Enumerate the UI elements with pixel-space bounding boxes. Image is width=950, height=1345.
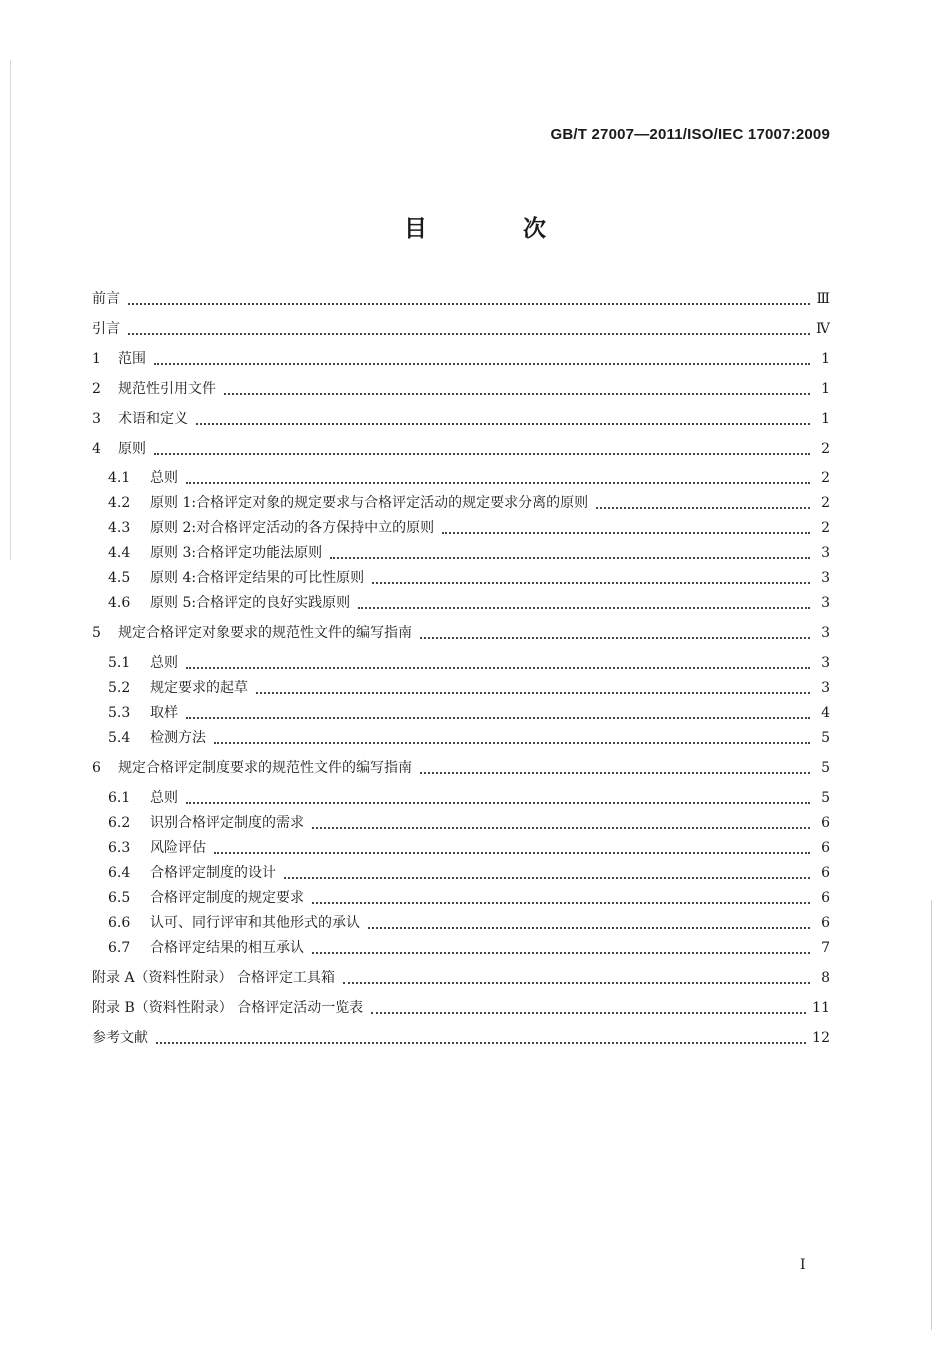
standard-code: GB/T 27007—2011/ISO/IEC 17007:2009 [550, 126, 830, 143]
toc-entry-page: 12 [812, 1030, 830, 1046]
toc-entry[interactable] [108, 566, 830, 588]
toc-entry-number: 4.1 [108, 470, 131, 486]
toc-entry-page: 3 [821, 655, 830, 671]
toc-entry[interactable] [108, 651, 830, 673]
toc-entry[interactable] [92, 377, 830, 399]
toc-entry[interactable] [108, 726, 830, 748]
toc-entry-page: 2 [821, 495, 830, 511]
toc-entry-page: 6 [821, 915, 830, 931]
toc-entry-title: 总则 [150, 655, 178, 671]
toc-entry-title: 原则 2:对合格评定活动的各方保持中立的原则 [150, 520, 435, 536]
toc-entry[interactable] [108, 911, 830, 933]
toc-entry[interactable] [92, 1026, 830, 1048]
toc-entry-title: 合格评定结果的相互承认 [150, 940, 304, 956]
toc-entry[interactable] [92, 996, 830, 1018]
toc-entry-title: 范围 [118, 351, 146, 367]
toc-leader-dots [420, 770, 810, 774]
toc-entry-number: 6.6 [108, 915, 131, 931]
toc-entry[interactable] [92, 437, 830, 459]
toc-entry-title: 规范性引用文件 [118, 381, 216, 397]
toc-entry[interactable] [92, 317, 830, 339]
toc-entry-page: 2 [821, 520, 830, 536]
toc-entry-page: 2 [821, 470, 830, 486]
toc-entry-title: 参考文献 [92, 1030, 148, 1046]
toc-entry-page: 1 [821, 411, 830, 427]
toc-entry-number: 5.2 [108, 680, 131, 696]
toc-entry-page: 4 [821, 705, 830, 721]
toc-entry[interactable] [108, 836, 830, 858]
toc-leader-dots [186, 665, 810, 669]
toc-entry-number: 2 [92, 381, 101, 397]
toc-entry-number: 6.7 [108, 940, 131, 956]
toc-entry-title: 原则 3:合格评定功能法原则 [150, 545, 323, 561]
toc-entry-number: 1 [92, 351, 101, 367]
toc-leader-dots [442, 530, 810, 534]
toc-entry[interactable] [92, 756, 830, 778]
toc-entry[interactable] [92, 621, 830, 643]
toc-entry-number: 6 [92, 760, 101, 776]
toc-entry-number: 6.2 [108, 815, 131, 831]
toc-entry-number: 6.1 [108, 790, 131, 806]
toc-entry[interactable] [92, 966, 830, 988]
toc-entry-number: 4.6 [108, 595, 131, 611]
toc-entry-page: 6 [821, 890, 830, 906]
toc-entry-page: 8 [821, 970, 830, 986]
toc-entry-page: 7 [821, 940, 830, 956]
toc-entry-page: 3 [821, 680, 830, 696]
toc-entry-page: 6 [821, 815, 830, 831]
toc-entry[interactable] [108, 516, 830, 538]
toc-leader-dots [186, 715, 810, 719]
toc-entry-page: 5 [821, 790, 830, 806]
toc-entry-title: 原则 [118, 441, 146, 457]
toc-entry-title: 术语和定义 [118, 411, 188, 427]
toc-entry-title: 原则 4:合格评定结果的可比性原则 [150, 570, 365, 586]
toc-entry-page: 6 [821, 840, 830, 856]
toc-leader-dots [372, 580, 810, 584]
toc-entry[interactable] [108, 591, 830, 613]
toc-entry-title: 识别合格评定制度的需求 [150, 815, 304, 831]
toc-entry-page: 3 [821, 625, 830, 641]
toc-entry-number: 3 [92, 411, 101, 427]
toc-leader-dots [154, 361, 810, 365]
toc-leader-dots [343, 980, 810, 984]
page-number: I [800, 1257, 806, 1273]
toc-leader-dots [156, 1040, 806, 1044]
toc-entry[interactable] [108, 786, 830, 808]
toc-entry-number: 4.5 [108, 570, 131, 586]
toc-entry-title: 原则 1:合格评定对象的规定要求与合格评定活动的规定要求分离的原则 [150, 495, 589, 511]
toc-entry-number: 6.5 [108, 890, 131, 906]
toc-entry-title: 前言 [92, 291, 120, 307]
toc-entry-number: 6.3 [108, 840, 131, 856]
toc-entry-title: 认可、同行评审和其他形式的承认 [150, 915, 360, 931]
toc-entry[interactable] [108, 466, 830, 488]
toc-entry-title: 原则 5:合格评定的良好实践原则 [150, 595, 351, 611]
toc-entry[interactable] [108, 861, 830, 883]
toc-leader-dots [256, 690, 810, 694]
toc-leader-dots [186, 800, 810, 804]
toc-leader-dots [186, 480, 810, 484]
toc-leader-dots [312, 950, 810, 954]
toc-entry[interactable] [108, 886, 830, 908]
toc-leader-dots [224, 391, 810, 395]
toc-entry-page: 6 [821, 865, 830, 881]
toc-entry[interactable] [108, 541, 830, 563]
toc-entry-page: 5 [821, 760, 830, 776]
toc-entry-page: Ⅳ [816, 321, 830, 337]
toc-entry-title: 引言 [92, 321, 120, 337]
toc-entry-title: 规定合格评定制度要求的规范性文件的编写指南 [118, 760, 412, 776]
toc-entry-number: 5.3 [108, 705, 131, 721]
toc-entry[interactable] [108, 936, 830, 958]
toc-leader-dots [420, 635, 810, 639]
toc-leader-dots [214, 740, 810, 744]
scan-artifact-line [10, 60, 11, 560]
toc-entry-title: 规定合格评定对象要求的规范性文件的编写指南 [118, 625, 412, 641]
toc-entry-number: 4 [92, 441, 101, 457]
toc-entry-page: Ⅲ [816, 291, 830, 307]
scan-artifact-line [931, 900, 932, 1330]
toc-entry[interactable] [92, 287, 830, 309]
toc-entry-number: 5.4 [108, 730, 131, 746]
toc-entry-page: 1 [821, 351, 830, 367]
toc-leader-dots [128, 301, 810, 305]
toc-entry-page: 5 [821, 730, 830, 746]
toc-leader-dots [284, 875, 810, 879]
toc-entry-number: 4.4 [108, 545, 131, 561]
toc-entry-page: 3 [821, 570, 830, 586]
toc-entry-page: 2 [821, 441, 830, 457]
toc-leader-dots [358, 605, 810, 609]
toc-entry-number: 6.4 [108, 865, 131, 881]
toc-entry-page: 3 [821, 595, 830, 611]
toc-entry-title: 总则 [150, 790, 178, 806]
toc-leader-dots [368, 925, 810, 929]
toc-entry[interactable] [108, 676, 830, 698]
toc-leader-dots [128, 331, 810, 335]
toc-leader-dots [371, 1010, 806, 1014]
toc-leader-dots [214, 850, 810, 854]
toc-entry-title: 总则 [150, 470, 178, 486]
toc-entry-page: 1 [821, 381, 830, 397]
toc-entry-page: 3 [821, 545, 830, 561]
toc-entry[interactable] [92, 407, 830, 429]
toc-leader-dots [312, 900, 810, 904]
toc-entry-title: 检测方法 [150, 730, 206, 746]
toc-entry[interactable] [108, 491, 830, 513]
toc-entry[interactable] [108, 811, 830, 833]
toc-leader-dots [154, 451, 810, 455]
toc-entry-number: 5 [92, 625, 101, 641]
toc-entry[interactable] [92, 347, 830, 369]
toc-entry-page: 11 [812, 1000, 830, 1016]
toc-entry-number: 4.3 [108, 520, 131, 536]
toc-entry-title: 取样 [150, 705, 178, 721]
toc-entry-title: 风险评估 [150, 840, 206, 856]
toc-leader-dots [196, 421, 810, 425]
toc-entry-title: 规定要求的起草 [150, 680, 248, 696]
page-title: 目 次 [403, 216, 590, 242]
toc-entry-title: 合格评定制度的设计 [150, 865, 276, 881]
toc-entry[interactable] [108, 701, 830, 723]
toc-entry-title: 附录 A（资料性附录） 合格评定工具箱 [92, 970, 336, 986]
toc-leader-dots [596, 505, 810, 509]
toc-entry-title: 合格评定制度的规定要求 [150, 890, 304, 906]
toc-entry-number: 5.1 [108, 655, 131, 671]
toc-entry-number: 4.2 [108, 495, 131, 511]
toc-entry-title: 附录 B（资料性附录） 合格评定活动一览表 [92, 1000, 364, 1016]
toc-leader-dots [330, 555, 810, 559]
toc-leader-dots [312, 825, 810, 829]
